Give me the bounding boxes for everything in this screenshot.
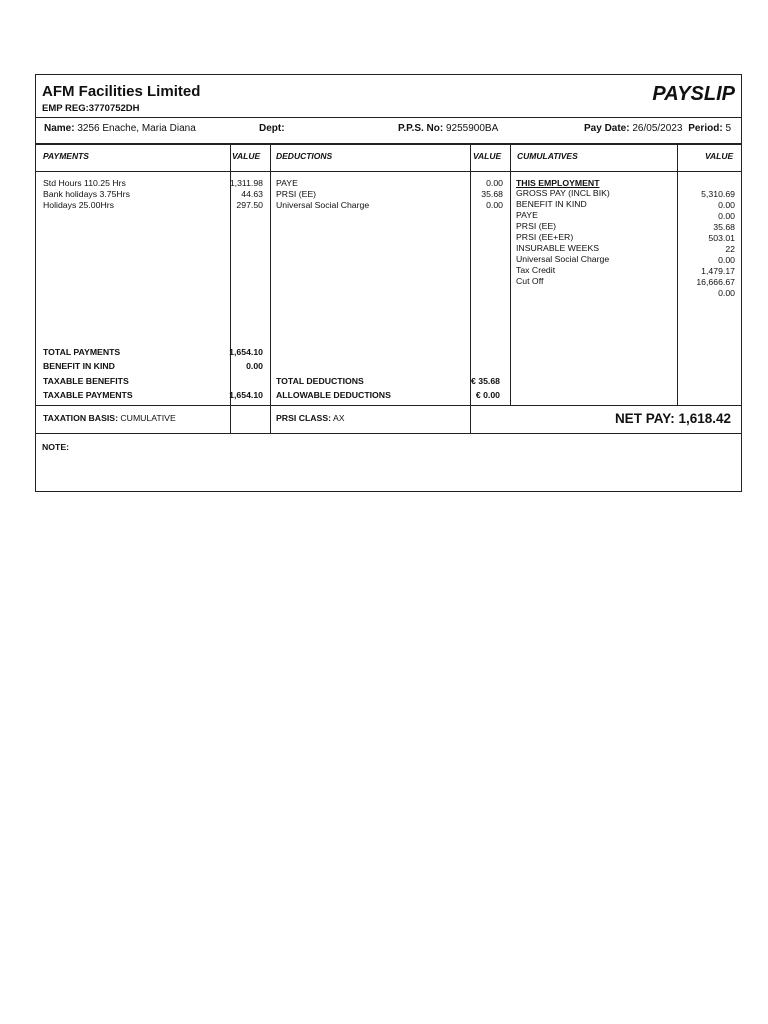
column-divider	[510, 143, 511, 405]
column-divider	[270, 143, 271, 433]
note-label: NOTE:	[42, 442, 70, 452]
pay-date-period	[584, 123, 731, 134]
payments-header: PAYMENTS	[43, 151, 89, 161]
payments-value-header: VALUE	[232, 151, 261, 161]
cumulatives-value-header: VALUE	[705, 151, 734, 161]
list-item: Holidays 25.00Hrs	[43, 200, 114, 210]
list-item-value: 0.00	[486, 178, 503, 188]
list-item-value: 5,310.69	[701, 189, 735, 199]
list-item: Std Hours 110.25 Hrs	[43, 178, 126, 188]
list-item-value: 0.00	[718, 200, 735, 210]
payslip	[35, 74, 742, 492]
cumulatives-header: CUMULATIVES	[517, 151, 578, 161]
taxable-payments-label: TAXABLE PAYMENTS	[43, 390, 133, 400]
prsi-label: PRSI CLASS:	[276, 413, 332, 423]
payments-values	[230, 178, 263, 211]
column-divider	[677, 143, 678, 405]
list-item: PAYE	[516, 210, 538, 220]
taxation-value: CUMULATIVE	[120, 413, 176, 423]
divider	[36, 143, 741, 145]
list-item-value: 503.01	[708, 233, 735, 243]
list-item-value: 0.00	[718, 288, 735, 298]
list-item-value: 0.00	[718, 211, 735, 221]
employer-registration: EMP REG:3770752DH	[42, 103, 140, 114]
cumulatives-heading: THIS EMPLOYMENT	[516, 178, 600, 188]
divider	[36, 171, 741, 172]
pps-value: 9255900BA	[446, 123, 499, 134]
total-deductions-label: TOTAL DEDUCTIONS	[276, 376, 364, 386]
payments-list	[43, 178, 130, 211]
divider	[36, 117, 741, 118]
list-item-value: 35.68	[481, 189, 503, 199]
pps-label: P.P.S. No:	[398, 123, 444, 134]
paydate-label: Pay Date:	[584, 123, 630, 134]
list-item: Tax Credit	[516, 265, 556, 275]
period-value: 5	[725, 123, 731, 134]
benefit-in-kind-value: 0.00	[246, 361, 263, 371]
list-item-value: 0.00	[486, 200, 503, 210]
allowable-deductions-label: ALLOWABLE DEDUCTIONS	[276, 390, 391, 400]
divider	[36, 433, 741, 434]
department	[259, 123, 285, 134]
list-item: GROSS PAY (INCL BIK)	[516, 188, 610, 198]
period-label: Period:	[688, 123, 723, 134]
list-item-value: 297.50	[236, 200, 263, 210]
list-item: Universal Social Charge	[516, 254, 610, 264]
list-item: Bank holidays 3.75Hrs	[43, 189, 130, 199]
list-item-value: 22	[725, 244, 735, 254]
deductions-values	[481, 178, 503, 211]
divider	[36, 405, 741, 406]
pps-number	[398, 123, 498, 134]
dept-label: Dept:	[259, 123, 285, 134]
allowable-deductions-value: € 0.00	[475, 390, 500, 400]
total-deductions-value: € 35.68	[471, 376, 500, 386]
taxable-benefits-label: TAXABLE BENEFITS	[43, 376, 129, 386]
list-item: BENEFIT IN KIND	[516, 199, 587, 209]
list-item-value: 1,479.17	[701, 266, 735, 276]
name-value: 3256 Enache, Maria Diana	[77, 123, 196, 134]
prsi-class	[276, 413, 345, 423]
list-item: Cut Off	[516, 276, 544, 286]
paydate-value: 26/05/2023	[632, 123, 683, 134]
net-pay: NET PAY: 1,618.42	[614, 411, 731, 426]
list-item-value: 1,311.98	[229, 178, 263, 188]
column-divider	[470, 143, 471, 433]
list-item: PRSI (EE)	[276, 189, 317, 199]
deductions-value-header: VALUE	[473, 151, 502, 161]
employee-name	[44, 123, 196, 134]
prsi-value: AX	[332, 413, 345, 423]
list-item-value: 44.63	[241, 189, 263, 199]
taxation-basis	[43, 413, 176, 423]
list-item: PRSI (EE+ER)	[516, 232, 574, 242]
cumulatives-values	[696, 189, 735, 299]
list-item: Universal Social Charge	[276, 200, 370, 210]
list-item: PRSI (EE)	[516, 221, 557, 231]
cumulatives-list	[516, 179, 610, 287]
total-payments-value: 1,654.10	[229, 347, 263, 357]
list-item: PAYE	[276, 178, 298, 188]
company-name: AFM Facilities Limited	[42, 83, 201, 100]
taxable-payments-value: 1,654.10	[229, 390, 263, 400]
list-item-value: 0.00	[718, 255, 735, 265]
deductions-header: DEDUCTIONS	[276, 151, 333, 161]
list-item-value: 35.68	[713, 222, 735, 232]
taxation-label: TAXATION BASIS:	[43, 413, 118, 423]
deductions-list	[276, 178, 369, 211]
benefit-in-kind-label: BENEFIT IN KIND	[43, 361, 115, 371]
total-payments-label: TOTAL PAYMENTS	[43, 347, 121, 357]
list-item: INSURABLE WEEKS	[516, 243, 600, 253]
payslip-title: PAYSLIP	[652, 83, 735, 105]
list-item-value: 16,666.67	[696, 277, 735, 287]
name-label: Name:	[44, 123, 75, 134]
